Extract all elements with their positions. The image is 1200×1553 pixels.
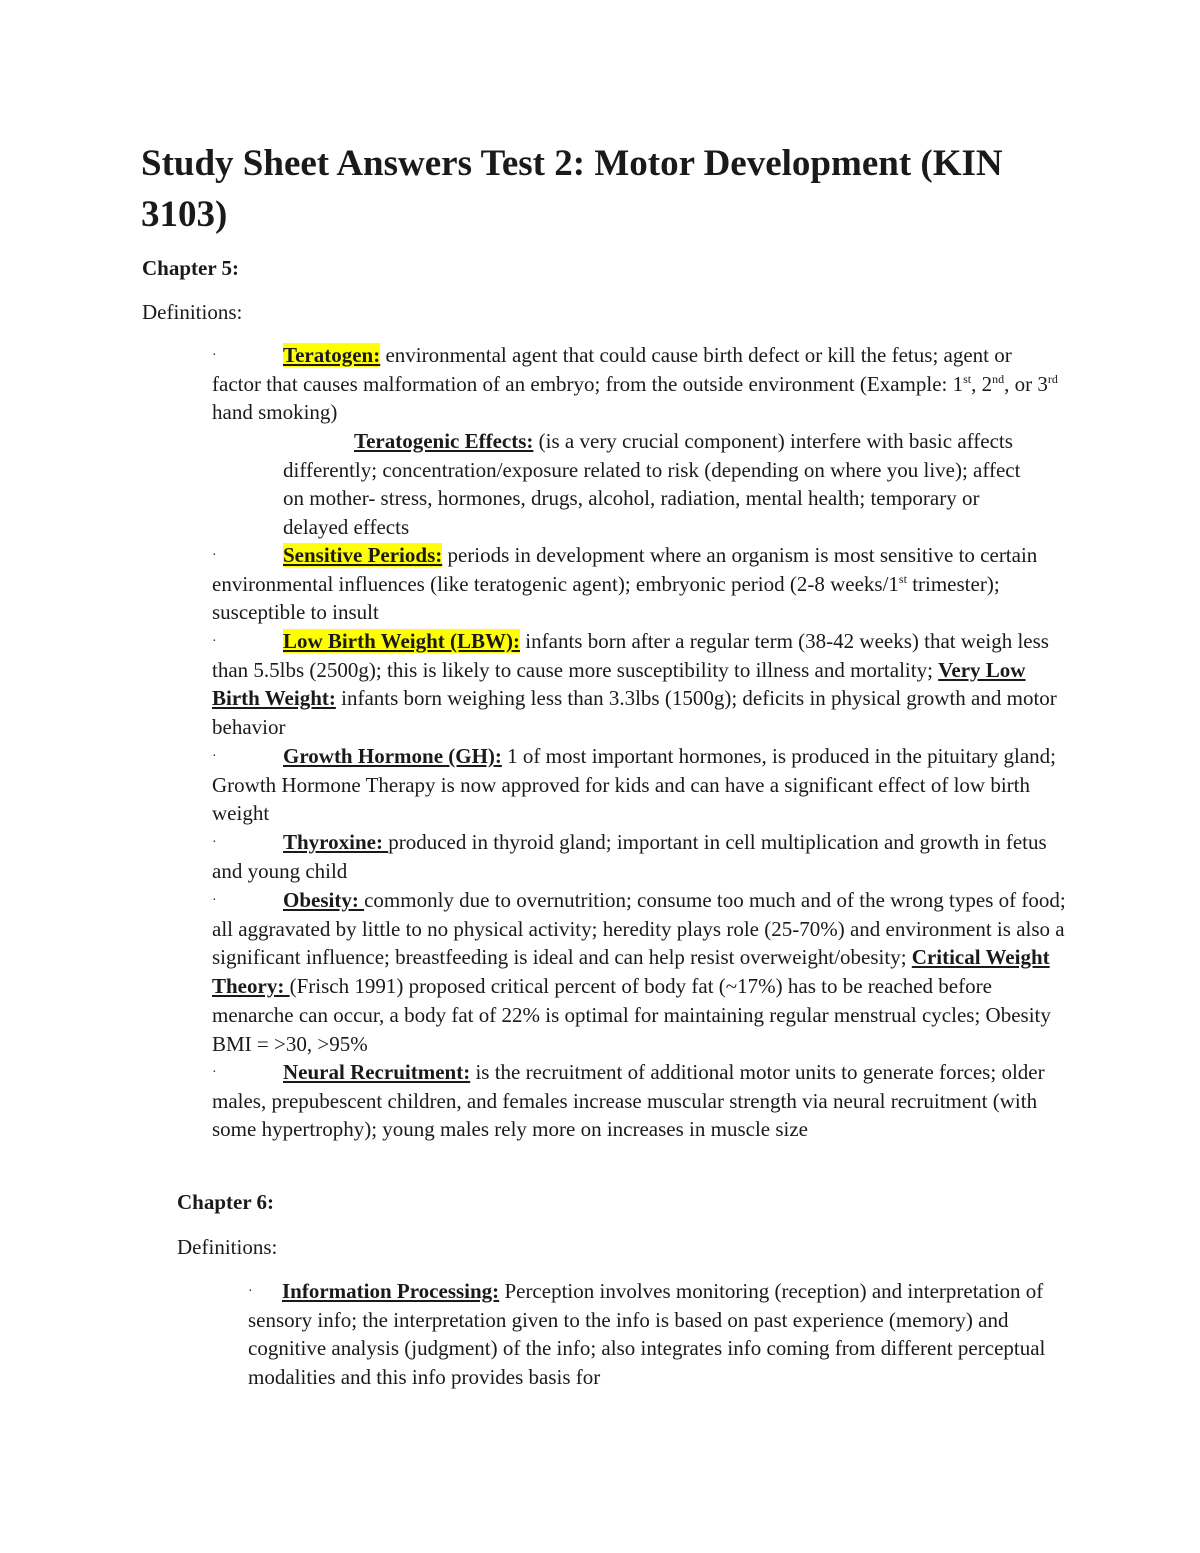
term-neural-recruitment: Neural Recruitment: (283, 1060, 471, 1084)
definition-thyroxine: Thyroxine: produced in thyroid gland; important in cell multiplication and growth in fetus and young child (212, 830, 1047, 883)
definition-sensitive-periods: Sensitive Periods: periods in development where an organism is most sensitive to certain environmental influences (like teratogenic agent); embryonic period (2-8 weeks/1st trimester); susceptible to insult (212, 543, 1038, 625)
term-obesity: Obesity: (283, 888, 365, 912)
chapter-5-definitions-label: Definitions: (142, 300, 243, 324)
definition-information-processing: Information Processing: Perception involves monitoring (reception) and interpretation of sensory info; the interpretation given to the info is based on past experience (memory) and cognitive analysis (judgment) of the info; also integrates info coming from different perceptual modalities and this info provides basis for (248, 1279, 1046, 1390)
document-title: Study Sheet Answers Test 2: Motor Development (KIN 3103) (141, 143, 1003, 235)
term-very-low-birth-weight: Very Low Birth Weight: (212, 657, 1026, 711)
bullet-sensitive-periods: · (212, 548, 217, 563)
bullet-thyroxine: · (212, 835, 217, 850)
term-information-processing: Information Processing: (282, 1279, 500, 1303)
bullet-neural: · (212, 1065, 217, 1080)
bullet-gh: · (212, 749, 217, 764)
term-growth-hormone: Growth Hormone (GH): (283, 744, 502, 768)
chapter-5-heading: Chapter 5: (142, 256, 240, 280)
definition-teratogen: Teratogen: environmental agent that could cause birth defect or kill the fetus; agent or factor that causes malformation of an embryo; from the outside environment (Example: 1st, 2nd, or 3rd hand smoking) (212, 343, 1058, 425)
definition-growth-hormone: Growth Hormone (GH): 1 of most important hormones, is produced in the pituitary gland; Growth Hormone Therapy is now approved for kids and can have a significant effect of low birth weight (212, 744, 1057, 826)
definition-obesity: Obesity: commonly due to overnutrition; consume too much and of the wrong types of food; all aggravated by little to no physical activity; heredity plays role (25-70%) and environment is also a significant influence; breastfeeding is ideal and can help resist overweight/obesity; Critical Weight Theory: (Frisch 1991) proposed critical percent of body fat (~17%) has to be reached before menarche can occur, a body fat of 22% is optimal for maintaining regular menstrual cycles; Obesity BMI = >30, >95% (212, 888, 1066, 1056)
term-low-birth-weight: Low Birth Weight (LBW): (283, 629, 521, 653)
term-teratogen: Teratogen: (283, 343, 381, 367)
bullet-lbw: · (212, 634, 217, 649)
term-thyroxine: Thyroxine: (283, 830, 389, 854)
bullet-obesity: · (212, 893, 217, 908)
term-teratogenic-effects: Teratogenic Effects: (354, 429, 534, 453)
term-sensitive-periods: Sensitive Periods: (283, 543, 443, 567)
definition-neural-recruitment: Neural Recruitment: is the recruitment of additional motor units to generate forces; older males, prepubescent children, and females increase muscular strength via neural recruitment (with some hypertrophy); young males rely more on increases in muscle size (212, 1060, 1045, 1142)
bullet-info-processing: · (248, 1284, 253, 1299)
definition-low-birth-weight: Low Birth Weight (LBW): infants born after a regular term (38-42 weeks) that weigh less than 5.5lbs (2500g); this is likely to cause more susceptibility to illness and mortality; Very Low Birth Weight: infants born weighing less than 3.3lbs (1500g); deficits in physical growth and motor behavior (212, 629, 1057, 740)
term-critical-weight-theory: Critical Weight Theory: (212, 945, 1050, 999)
bullet-teratogen: · (212, 348, 217, 363)
definition-teratogenic-effects: Teratogenic Effects: (is a very crucial component) interfere with basic affects differently; concentration/exposure related to risk (depending on where you live); affect on mother- stress, hormones, drugs, alcohol, radiation, mental health; temporary or delayed effects (283, 429, 1021, 540)
chapter-6-definitions-label: Definitions: (177, 1235, 278, 1259)
chapter-6-heading: Chapter 6: (177, 1190, 275, 1214)
